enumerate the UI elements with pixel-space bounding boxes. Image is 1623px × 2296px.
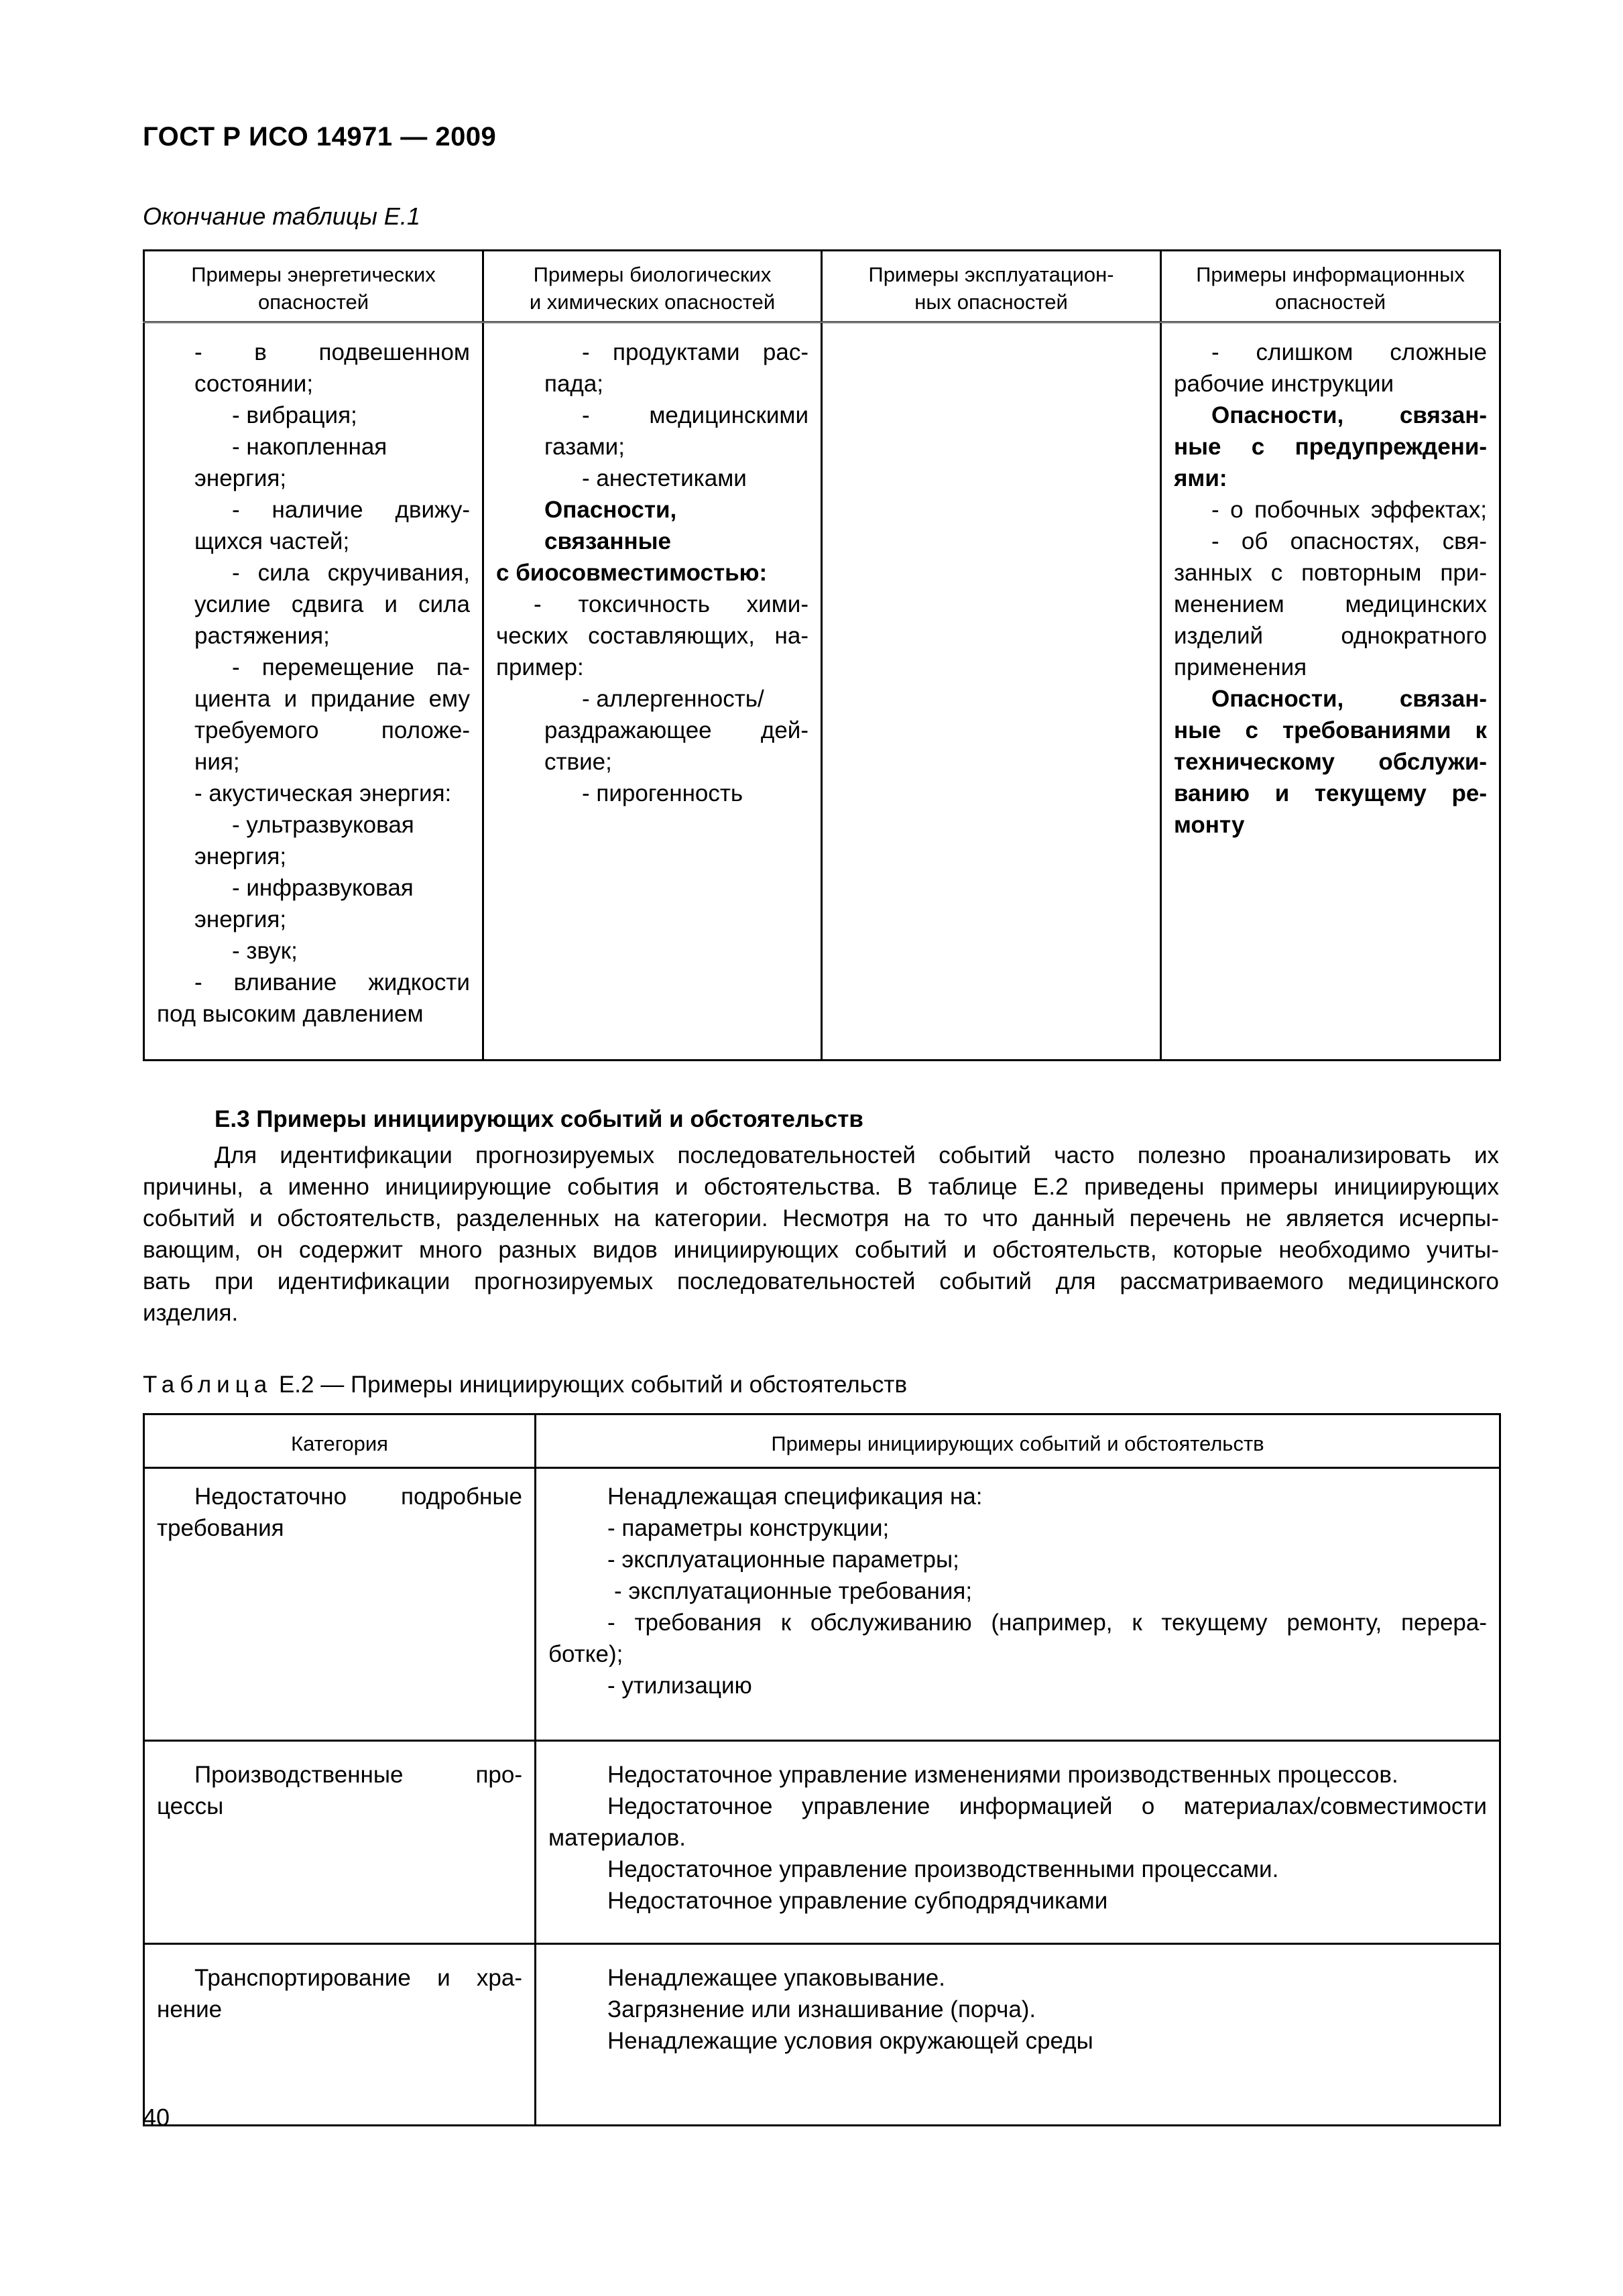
section-paragraph: Для идентификации прогнозируемых последовательностей событий часто полезно проанализировать их причины, а именно инициирующие события и обстоятельства. В таблице Е.2 приведены примеры инициирующих событий и обстоятельств, разделенных на категории. Несмотря на то что данный перечень не является исчерпы- вающим, он содержит много разных видов инициирующих событий и обстоятельств, которые необходимо учиты- вать при идентификации прогнозируемых последовательностей событий для рассматриваемого медицинского изделия. <box>143 1142 1499 1326</box>
section-title: Е.3 Примеры инициирующих событий и обстоятельств <box>215 1106 863 1132</box>
table-row <box>144 333 1500 1061</box>
cell-energy: - в подвешенном состоянии; - вибрация; - накопленная энергия; - наличие движу- щихся частей; - сила скручивания, усилие сдвига и сила растяжения; - перемещение па- циента и придание ему требуемого положе- ния; - акустическая энергия: - ультразвуковая энергия; - инфразвуковая энергия; - звук; - вливание жидкости под высоким давлением <box>144 333 483 1061</box>
table-header-row <box>144 1414 1500 1468</box>
table-e1 <box>143 249 1501 1061</box>
examples-cell: Ненадлежащее упаковывание. Загрязнение или изнашивание (порча). Ненадлежащие условия окружающей среды <box>536 1944 1500 2126</box>
table-row <box>144 1478 1500 1741</box>
category-cell: Производственные про- цессы <box>144 1741 536 1944</box>
table1-caption: Окончание таблицы Е.1 <box>143 202 420 230</box>
category-cell: Недостаточно подробные требования <box>144 1478 536 1741</box>
header-separator <box>144 1468 1500 1479</box>
table-header-row <box>144 251 1500 322</box>
cell-bio-chem: - продуктами рас- пада; - медицинскими газами; - анестетиками Опасности, связанные с биосовместимостью: - токсичность хими- ческих составляющих, на- пример: - аллергенность/ раздражающее дей- ствие; - пирогенность <box>483 333 822 1061</box>
examples-cell: Ненадлежащая спецификация на: - параметры конструкции; - эксплуатационные параметры; - эксплуатационные требования; - требования к обслуживанию (например, к текущему ремонту, перера- ботке); - утилизацию <box>536 1478 1500 1741</box>
category-cell: Транспортирование и хра- нение <box>144 1944 536 2126</box>
col-header-info: Примеры информационных опасностей <box>1161 251 1500 322</box>
header-separator <box>144 322 1500 333</box>
cell-operational <box>822 333 1161 1061</box>
col-header-examples: Примеры инициирующих событий и обстоятельств <box>536 1414 1500 1468</box>
examples-cell: Недостаточное управление изменениями производственных процессов. Недостаточное управление информацией о материалах/совместимости материалов. Недостаточное управление производственными процессами. Недостаточное управление субподрядчиками <box>536 1741 1500 1944</box>
table-row <box>144 1944 1500 2126</box>
col-header-category: Категория <box>144 1414 536 1468</box>
document-header: ГОСТ Р ИСО 14971 — 2009 <box>143 122 497 152</box>
table-e2 <box>143 1413 1501 2126</box>
col-header-energy: Примеры энергетических опасностей <box>144 251 483 322</box>
col-header-operational: Примеры эксплуатацион- ных опасностей <box>822 251 1161 322</box>
page-number: 40 <box>143 2104 170 2131</box>
col-header-bio: Примеры биологических и химических опасностей <box>483 251 822 322</box>
table2-caption: Таблица Е.2 — Примеры инициирующих событий и обстоятельств <box>143 1372 908 1398</box>
table-row <box>144 1741 1500 1944</box>
cell-information: - слишком сложные рабочие инструкции Опасности, связан- ные с предупреждени- ями: - о побочных эффектах; - об опасностях, свя- занных с повторным при- менением медицинских изделий однократного применения Опасности, связан- ные с требованиями к техническому обслужи- ванию и текущему ре- монту <box>1161 333 1500 1061</box>
